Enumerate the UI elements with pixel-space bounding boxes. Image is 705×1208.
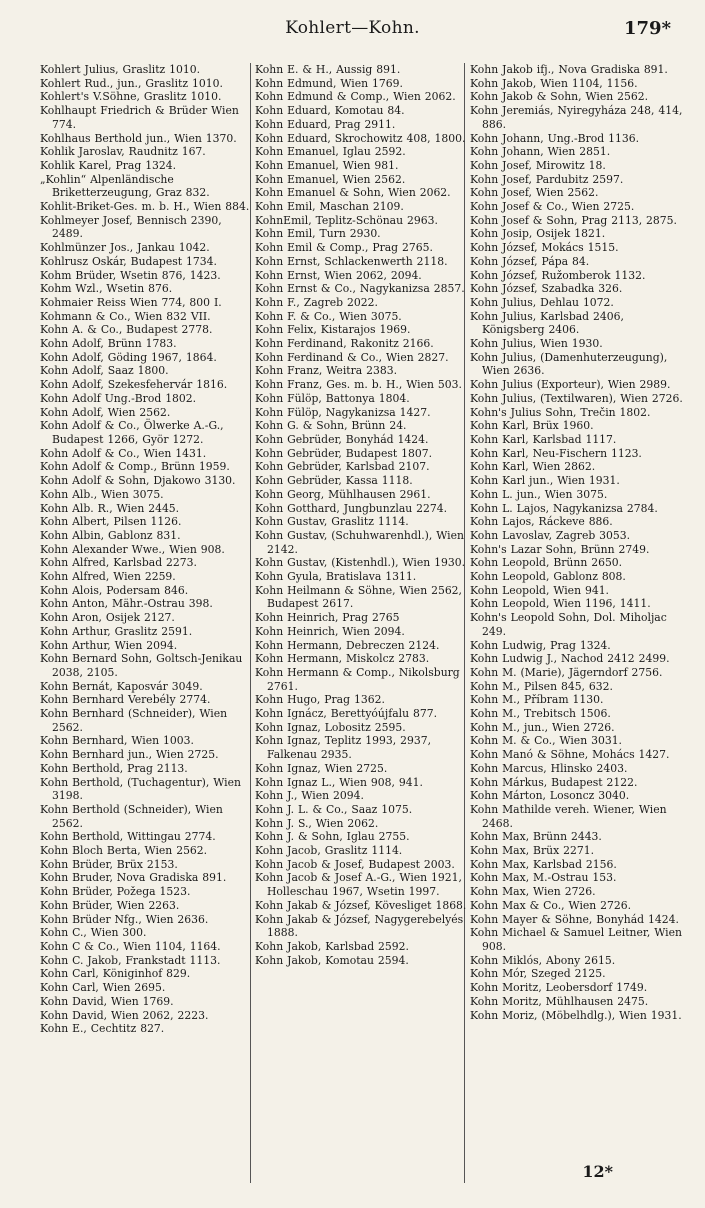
directory-entry: Kohn Ignaz, Wien 2725. [255, 761, 388, 775]
directory-entry: Kohn Bernhard, Wien 1003. [40, 734, 194, 748]
directory-entry: Kohn Mór, Szeged 2125. [470, 967, 606, 981]
directory-entry: Kohn Fülöp, Battonya 1804. [255, 391, 410, 405]
directory-entry: Kohn's Lazar Sohn, Brünn 2749. [470, 542, 650, 556]
directory-entry: Kohn Eduard, Prag 2911. [255, 117, 396, 131]
directory-entry: Kohn Heinrich, Wien 2094. [255, 624, 405, 638]
directory-entry: Kohn Ignaz L., Wien 908, 941. [255, 775, 423, 789]
directory-entry: Kohn Karl, Wien 2862. [470, 460, 596, 474]
directory-entry: Kohn Jakab & József, Nagygerebelyés 1888. [255, 912, 464, 940]
directory-entry: Kohn L. Lajos, Nagykanizsa 2784. [470, 501, 658, 515]
directory-entry: KohnEmil, Teplitz-Schönau 2963. [255, 213, 438, 227]
directory-entry: Kohn Albert, Pilsen 1126. [40, 515, 182, 529]
directory-entry: Kohn Karl, Brüx 1960. [470, 419, 594, 433]
directory-entry: Kohlik Karel, Prag 1324. [40, 158, 177, 172]
directory-entry: Kohn Gebrüder, Bonyhád 1424. [255, 432, 429, 446]
directory-entry: Kohn Jacob & Josef, Budapest 2003. [255, 857, 455, 871]
directory-entry: Kohn Edmund, Wien 1769. [255, 76, 403, 90]
running-head-title: Kohlert—Kohn. [285, 18, 420, 38]
directory-entry: Kohn Adolf & Co., Ölwerke A.-G., Budapest 1266, Györ 1272. [40, 419, 224, 446]
directory-entry: Kohn L. jun., Wien 3075. [470, 487, 608, 501]
directory-entry: Kohn Manó & Söhne, Mohács 1427. [470, 748, 670, 762]
directory-entry: Kohn Max, Brünn 2443. [470, 830, 602, 844]
directory-entry: Kohn Gustav, Graslitz 1114. [255, 515, 409, 529]
directory-column-2 [255, 63, 469, 967]
directory-entry: Kohn F. & Co., Wien 3075. [255, 309, 402, 323]
directory-entry: Kohn Julius, (Textilwaren), Wien 2726. [470, 391, 683, 405]
directory-entry: „Kohlin“ Alpenländische Briketterzeugung, Graz 832. [40, 172, 210, 200]
directory-entry: Kohlmeyer Josef, Bennisch 2390, 2489. [40, 213, 222, 241]
directory-entry: Kohn Ernst & Co., Nagykanizsa 2857. [255, 282, 465, 296]
directory-entry: Kohn J. S., Wien 2062. [255, 816, 379, 830]
directory-entry: Kohn Jakob, Komotau 2594. [255, 953, 409, 967]
directory-entry: Kohn Josef, Pardubitz 2597. [470, 172, 624, 186]
directory-entry: Kohn Bruder, Nova Gradiska 891. [40, 871, 227, 885]
directory-entry: Kohn Max, Brüx 2271. [470, 844, 595, 858]
directory-entry: Kohn Moritz, Leobersdorf 1749. [470, 981, 648, 995]
signature-mark: 12* [582, 1162, 613, 1181]
directory-entry: Kohn Adolf & Comp., Brünn 1959. [40, 460, 230, 474]
directory-entry: Kohn Lavoslav, Zagreb 3053. [470, 528, 631, 542]
directory-entry: Kohn Emanuel, Iglau 2592. [255, 145, 406, 159]
directory-entry: Kohn Márkus, Budapest 2122. [470, 775, 638, 789]
directory-entry: Kohn Georg, Mühlhausen 2961. [255, 487, 431, 501]
directory-entry: Kohn Fülöp, Nagykanizsa 1427. [255, 405, 431, 419]
directory-entry: Kohn Emanuel, Wien 2562. [255, 172, 406, 186]
directory-entry: Kohn Adolf, Göding 1967, 1864. [40, 350, 217, 364]
directory-entry: Kohn Jakob & Sohn, Wien 2562. [470, 90, 649, 104]
directory-entry: Kohn Ignaz, Lobositz 2595. [255, 720, 406, 734]
directory-entry: Kohn Miklós, Abony 2615. [470, 953, 616, 967]
directory-entry: Kohn David, Wien 2062, 2223. [40, 1008, 209, 1022]
directory-entry: Kohn Berthold, Wittingau 2774. [40, 830, 216, 844]
directory-entry: Kohn Hermann, Debreczen 2124. [255, 638, 440, 652]
directory-entry: Kohn Leopold, Wien 941. [470, 583, 609, 597]
directory-entry: Kohn Arthur, Wien 2094. [40, 638, 178, 652]
directory-entry: Kohn Emil & Comp., Prag 2765. [255, 241, 433, 255]
directory-entry: Kohn Max & Co., Wien 2726. [470, 898, 632, 912]
directory-entry: Kohn Bernhard Verebély 2774. [40, 693, 211, 707]
directory-entry: Kohn C., Wien 300. [40, 926, 147, 940]
directory-entry: Kohn C. Jakob, Frankstadt 1113. [40, 953, 221, 967]
directory-entry: Kohn Bernhard jun., Wien 2725. [40, 748, 219, 762]
directory-entry: Kohn Moritz, Mühlhausen 2475. [470, 994, 649, 1008]
directory-column-3 [470, 63, 684, 1022]
directory-entry: Kohn Márton, Losoncz 3040. [470, 789, 630, 803]
directory-entry: Kohn Ernst, Schlackenwerth 2118. [255, 254, 448, 268]
directory-entry: Kohn Heilmann & Söhne, Wien 2562, Budapest 2617. [255, 583, 462, 611]
directory-entry: Kohn Bernard Sohn, Goltsch-Jenikau 2038, 2105. [40, 652, 243, 679]
directory-entry: Kohn Jeremiás, Nyiregyháza 248, 414, 886. [470, 104, 683, 131]
directory-entry: Kohn Anton, Mähr.-Ostrau 398. [40, 597, 213, 611]
directory-entry: Kohn Jakab & József, Kövesliget 1868. [255, 898, 467, 912]
directory-entry: Kohn Albin, Gablonz 831. [40, 528, 181, 542]
directory-entry: Kohlmünzer Jos., Jankau 1042. [40, 241, 210, 255]
directory-entry: Kohn Mayer & Söhne, Bonyhád 1424. [470, 912, 679, 926]
directory-entry: Kohn Ignácz, Berettyóújfalu 877. [255, 707, 438, 721]
directory-entry: Kohlert Julius, Graslitz 1010. [40, 63, 201, 76]
directory-entry: Kohn M., Příbram 1130. [470, 693, 604, 707]
directory-entry: Kohn Franz, Ges. m. b. H., Wien 503. [255, 378, 462, 392]
page-header [0, 16, 705, 46]
directory-entry: Kohn Carl, Wien 2695. [40, 981, 166, 995]
directory-entry: Kohn Julius, Dehlau 1072. [470, 295, 614, 309]
directory-entry: Kohn Carl, Königinhof 829. [40, 967, 191, 981]
directory-entry: Kohmann & Co., Wien 832 VII. [40, 309, 211, 323]
directory-entry: Kohn Aron, Osijek 2127. [40, 611, 175, 625]
directory-entry: Kohn C & Co., Wien 1104, 1164. [40, 940, 221, 953]
directory-entry: Kohn Gustav, (Schuhwarenhdl.), Wien 2142. [255, 528, 464, 556]
directory-entry: Kohn Ferdinand & Co., Wien 2827. [255, 350, 449, 364]
directory-entry: Kohn Adolf Ung.-Brod 1802. [40, 391, 197, 405]
directory-entry: Kohlit-Briket-Ges. m. b. H., Wien 884. [40, 200, 250, 214]
directory-entry: Kohn Arthur, Graslitz 2591. [40, 624, 193, 638]
directory-entry: Kohn Brüder, Požega 1523. [40, 885, 191, 899]
directory-entry: Kohn E., Cechtitz 827. [40, 1022, 165, 1036]
directory-entry: Kohlik Jaroslav, Raudnitz 167. [40, 145, 206, 159]
directory-entry: Kohn Josef & Co., Wien 2725. [470, 200, 635, 214]
directory-entry: Kohn Gotthard, Jungbunzlau 2274. [255, 501, 448, 515]
directory-entry: Kohn M., jun., Wien 2726. [470, 720, 615, 734]
directory-entry: Kohn Alfred, Wien 2259. [40, 570, 176, 584]
directory-entry: Kohn Adolf & Co., Wien 1431. [40, 446, 207, 460]
directory-entry: Kohn Emanuel, Wien 981. [255, 158, 399, 172]
directory-entry: Kohn Josip, Osijek 1821. [470, 227, 606, 241]
directory-entry: Kohn Eduard, Skrochowitz 408, 1800. [255, 131, 466, 145]
directory-entry: Kohn Brüder, Brüx 2153. [40, 857, 178, 871]
directory-entry: Kohn Jakob, Karlsbad 2592. [255, 940, 409, 953]
directory-entry: Kohn Berthold (Schneider), Wien 2562. [40, 802, 223, 830]
directory-entry: Kohn Ludwig J., Nachod 2412 2499. [470, 652, 670, 666]
directory-entry: Kohn Eduard, Komotau 84. [255, 104, 405, 118]
directory-entry: Kohlert's V.Söhne, Graslitz 1010. [40, 90, 222, 104]
directory-entry: Kohn Max, Karlsbad 2156. [470, 857, 617, 871]
directory-entry: Kohn Alexander Wwe., Wien 908. [40, 542, 225, 556]
directory-entry: Kohn Bernhard (Schneider), Wien 2562. [40, 707, 228, 734]
directory-entry: Kohn Julius (Exporteur), Wien 2989. [470, 378, 671, 392]
directory-entry: Kohn Emil, Turn 2930. [255, 227, 381, 241]
directory-entry: Kohn J. L. & Co., Saaz 1075. [255, 802, 413, 816]
directory-entry: Kohn Leopold, Brünn 2650. [470, 556, 623, 570]
directory-entry: Kohn J. & Sohn, Iglau 2755. [255, 830, 410, 844]
directory-entry: Kohn Jakob ifj., Nova Gradiska 891. [470, 63, 668, 76]
directory-column-1 [40, 63, 254, 1036]
directory-entry: Kohn Adolf, Wien 2562. [40, 405, 171, 419]
directory-entry: Kohn Hugo, Prag 1362. [255, 693, 385, 707]
directory-entry: Kohn A. & Co., Budapest 2778. [40, 323, 213, 337]
directory-entry: Kohmaier Reiss Wien 774, 800 I. [40, 295, 222, 309]
directory-entry: Kohn Josef, Mirowitz 18. [470, 158, 606, 172]
directory-entry: Kohn Marcus, Hlinsko 2403. [470, 761, 628, 775]
directory-entry: Kohn Karl, Karlsbad 1117. [470, 432, 617, 446]
directory-entry: Kohn Edmund & Comp., Wien 2062. [255, 90, 456, 104]
directory-entry: Kohn Alois, Podersam 846. [40, 583, 189, 597]
directory-entry: Kohn Gustav, (Kistenhdl.), Wien 1930. [255, 556, 466, 570]
directory-entry: Kohn Felix, Kistarajos 1969. [255, 323, 411, 337]
directory-entry: Kohn Gebrüder, Karlsbad 2107. [255, 460, 430, 474]
directory-entry: Kohn Ernst, Wien 2062, 2094. [255, 268, 422, 282]
directory-entry: Kohn Heinrich, Prag 2765 [255, 611, 400, 625]
directory-entry: Kohn Josef & Sohn, Prag 2113, 2875. [470, 213, 677, 227]
directory-entry: Kohn József, Mokács 1515. [470, 241, 619, 255]
directory-entry: Kohlhaupt Friedrich & Brüder Wien 774. [40, 104, 239, 131]
directory-entry: Kohn Hermann, Miskolcz 2783. [255, 652, 430, 666]
directory-entry: Kohn Gebrüder, Budapest 1807. [255, 446, 433, 460]
directory-entry: Kohn Hermann & Comp., Nikolsburg 2761. [255, 665, 460, 693]
directory-entry: Kohn Alb., Wien 3075. [40, 487, 164, 501]
directory-entry: Kohn Ferdinand, Rakonitz 2166. [255, 337, 434, 351]
directory-entry: Kohn M. (Marie), Jägerndorf 2756. [470, 665, 663, 679]
directory-entry: Kohn Karl jun., Wien 1931. [470, 474, 620, 488]
directory-entry: Kohn Gebrüder, Kassa 1118. [255, 474, 413, 488]
directory-entry: Kohn E. & H., Aussig 891. [255, 63, 401, 76]
directory-entry: Kohn Moriz, (Möbelhdlg.), Wien 1931. [470, 1008, 682, 1022]
directory-entry: Kohn F., Zagreb 2022. [255, 295, 378, 309]
directory-entry: Kohn Alfred, Karlsbad 2273. [40, 556, 197, 570]
directory-entry: Kohn Julius, Wien 1930. [470, 337, 603, 351]
directory-entry: Kohn Gyula, Bratislava 1311. [255, 570, 417, 584]
directory-entry: Kohn Berthold, (Tuchagentur), Wien 3198. [40, 775, 241, 803]
directory-entry: Kohn M. & Co., Wien 3031. [470, 734, 622, 748]
directory-entry: Kohn Johann, Wien 2851. [470, 145, 611, 159]
directory-entry: Kohlhaus Berthold jun., Wien 1370. [40, 131, 237, 145]
directory-entry: Kohn Michael & Samuel Leitner, Wien 908. [470, 926, 682, 953]
directory-entry: Kohn G. & Sohn, Brünn 24. [255, 419, 407, 433]
directory-entry: Kohn Adolf, Brünn 1783. [40, 337, 177, 351]
directory-entry: Kohn Franz, Weitra 2383. [255, 364, 398, 378]
directory-entry: Kohn Jacob, Graslitz 1114. [255, 844, 403, 858]
directory-entry: Kohn Leopold, Wien 1196, 1411. [470, 597, 651, 611]
directory-entry: Kohn Jacob & Josef A.-G., Wien 1921, Holleschau 1967, Wsetin 1997. [255, 871, 462, 899]
directory-entry: Kohn Julius, Karlsbad 2406, Königsberg 2406. [470, 309, 624, 337]
directory-entry: Kohn Mathilde vereh. Wiener, Wien 2468. [470, 802, 667, 830]
directory-entry: Kohm Brüder, Wsetin 876, 1423. [40, 268, 221, 282]
directory-entry: Kohn Adolf, Szekesfehervár 1816. [40, 378, 228, 392]
directory-entry: Kohn Max, Wien 2726. [470, 885, 596, 899]
directory-entry: Kohn Lajos, Ráckeve 886. [470, 515, 613, 529]
directory-entry: Kohn M., Trebitsch 1506. [470, 707, 611, 721]
directory-entry: Kohn David, Wien 1769. [40, 994, 174, 1008]
directory-entry: Kohn Bloch Berta, Wien 2562. [40, 844, 208, 858]
directory-entry: Kohn's Julius Sohn, Trečin 1802. [470, 405, 651, 419]
directory-entry: Kohn Julius, (Damenhuterzeugung), Wien 2636. [470, 350, 668, 378]
directory-entry: Kohn Emil, Maschan 2109. [255, 200, 404, 214]
directory-entry: Kohn's Leopold Sohn, Dol. Miholjac 249. [470, 611, 667, 638]
directory-entry: Kohn M., Pilsen 845, 632. [470, 679, 613, 693]
page-number: 179* [624, 18, 671, 39]
directory-entry: Kohn Brüder, Wien 2263. [40, 898, 180, 912]
directory-entry: Kohn Berthold, Prag 2113. [40, 761, 188, 775]
directory-entry: Kohn Bernát, Kaposvár 3049. [40, 679, 203, 693]
directory-entry: Kohn József, Pápa 84. [470, 254, 590, 268]
directory-entry: Kohn József, Szabadka 326. [470, 282, 623, 296]
directory-entry: Kohn Emanuel & Sohn, Wien 2062. [255, 186, 451, 200]
directory-entry: Kohn Karl, Neu-Fischern 1123. [470, 446, 642, 460]
directory-entry: Kohn Leopold, Gablonz 808. [470, 570, 626, 584]
directory-entry: Kohn Adolf, Saaz 1800. [40, 364, 169, 378]
directory-entry: Kohn Adolf & Sohn, Djakowo 3130. [40, 474, 236, 488]
directory-entry: Kohn Brüder Nfg., Wien 2636. [40, 912, 209, 926]
directory-entry: Kohn Ludwig, Prag 1324. [470, 638, 611, 652]
directory-entry: Kohlert Rud., jun., Graslitz 1010. [40, 76, 223, 90]
directory-entry: Kohn Jakob, Wien 1104, 1156. [470, 76, 638, 90]
directory-entry: Kohn Alb. R., Wien 2445. [40, 501, 180, 515]
directory-entry: Kohn Ignaz, Teplitz 1993, 2937, Falkenau 2935. [255, 734, 432, 762]
directory-entry: Kohlrusz Oskár, Budapest 1734. [40, 254, 217, 268]
directory-entry: Kohn Josef, Wien 2562. [470, 186, 599, 200]
directory-entry: Kohn J., Wien 2094. [255, 789, 364, 803]
directory-entry: Kohn Johann, Ung.-Brod 1136. [470, 131, 639, 145]
directory-entry: Kohn Max, M.-Ostrau 153. [470, 871, 617, 885]
directory-entry: Kohn József, Ružomberok 1132. [470, 268, 646, 282]
directory-entry: Kohm Wzl., Wsetin 876. [40, 282, 173, 296]
